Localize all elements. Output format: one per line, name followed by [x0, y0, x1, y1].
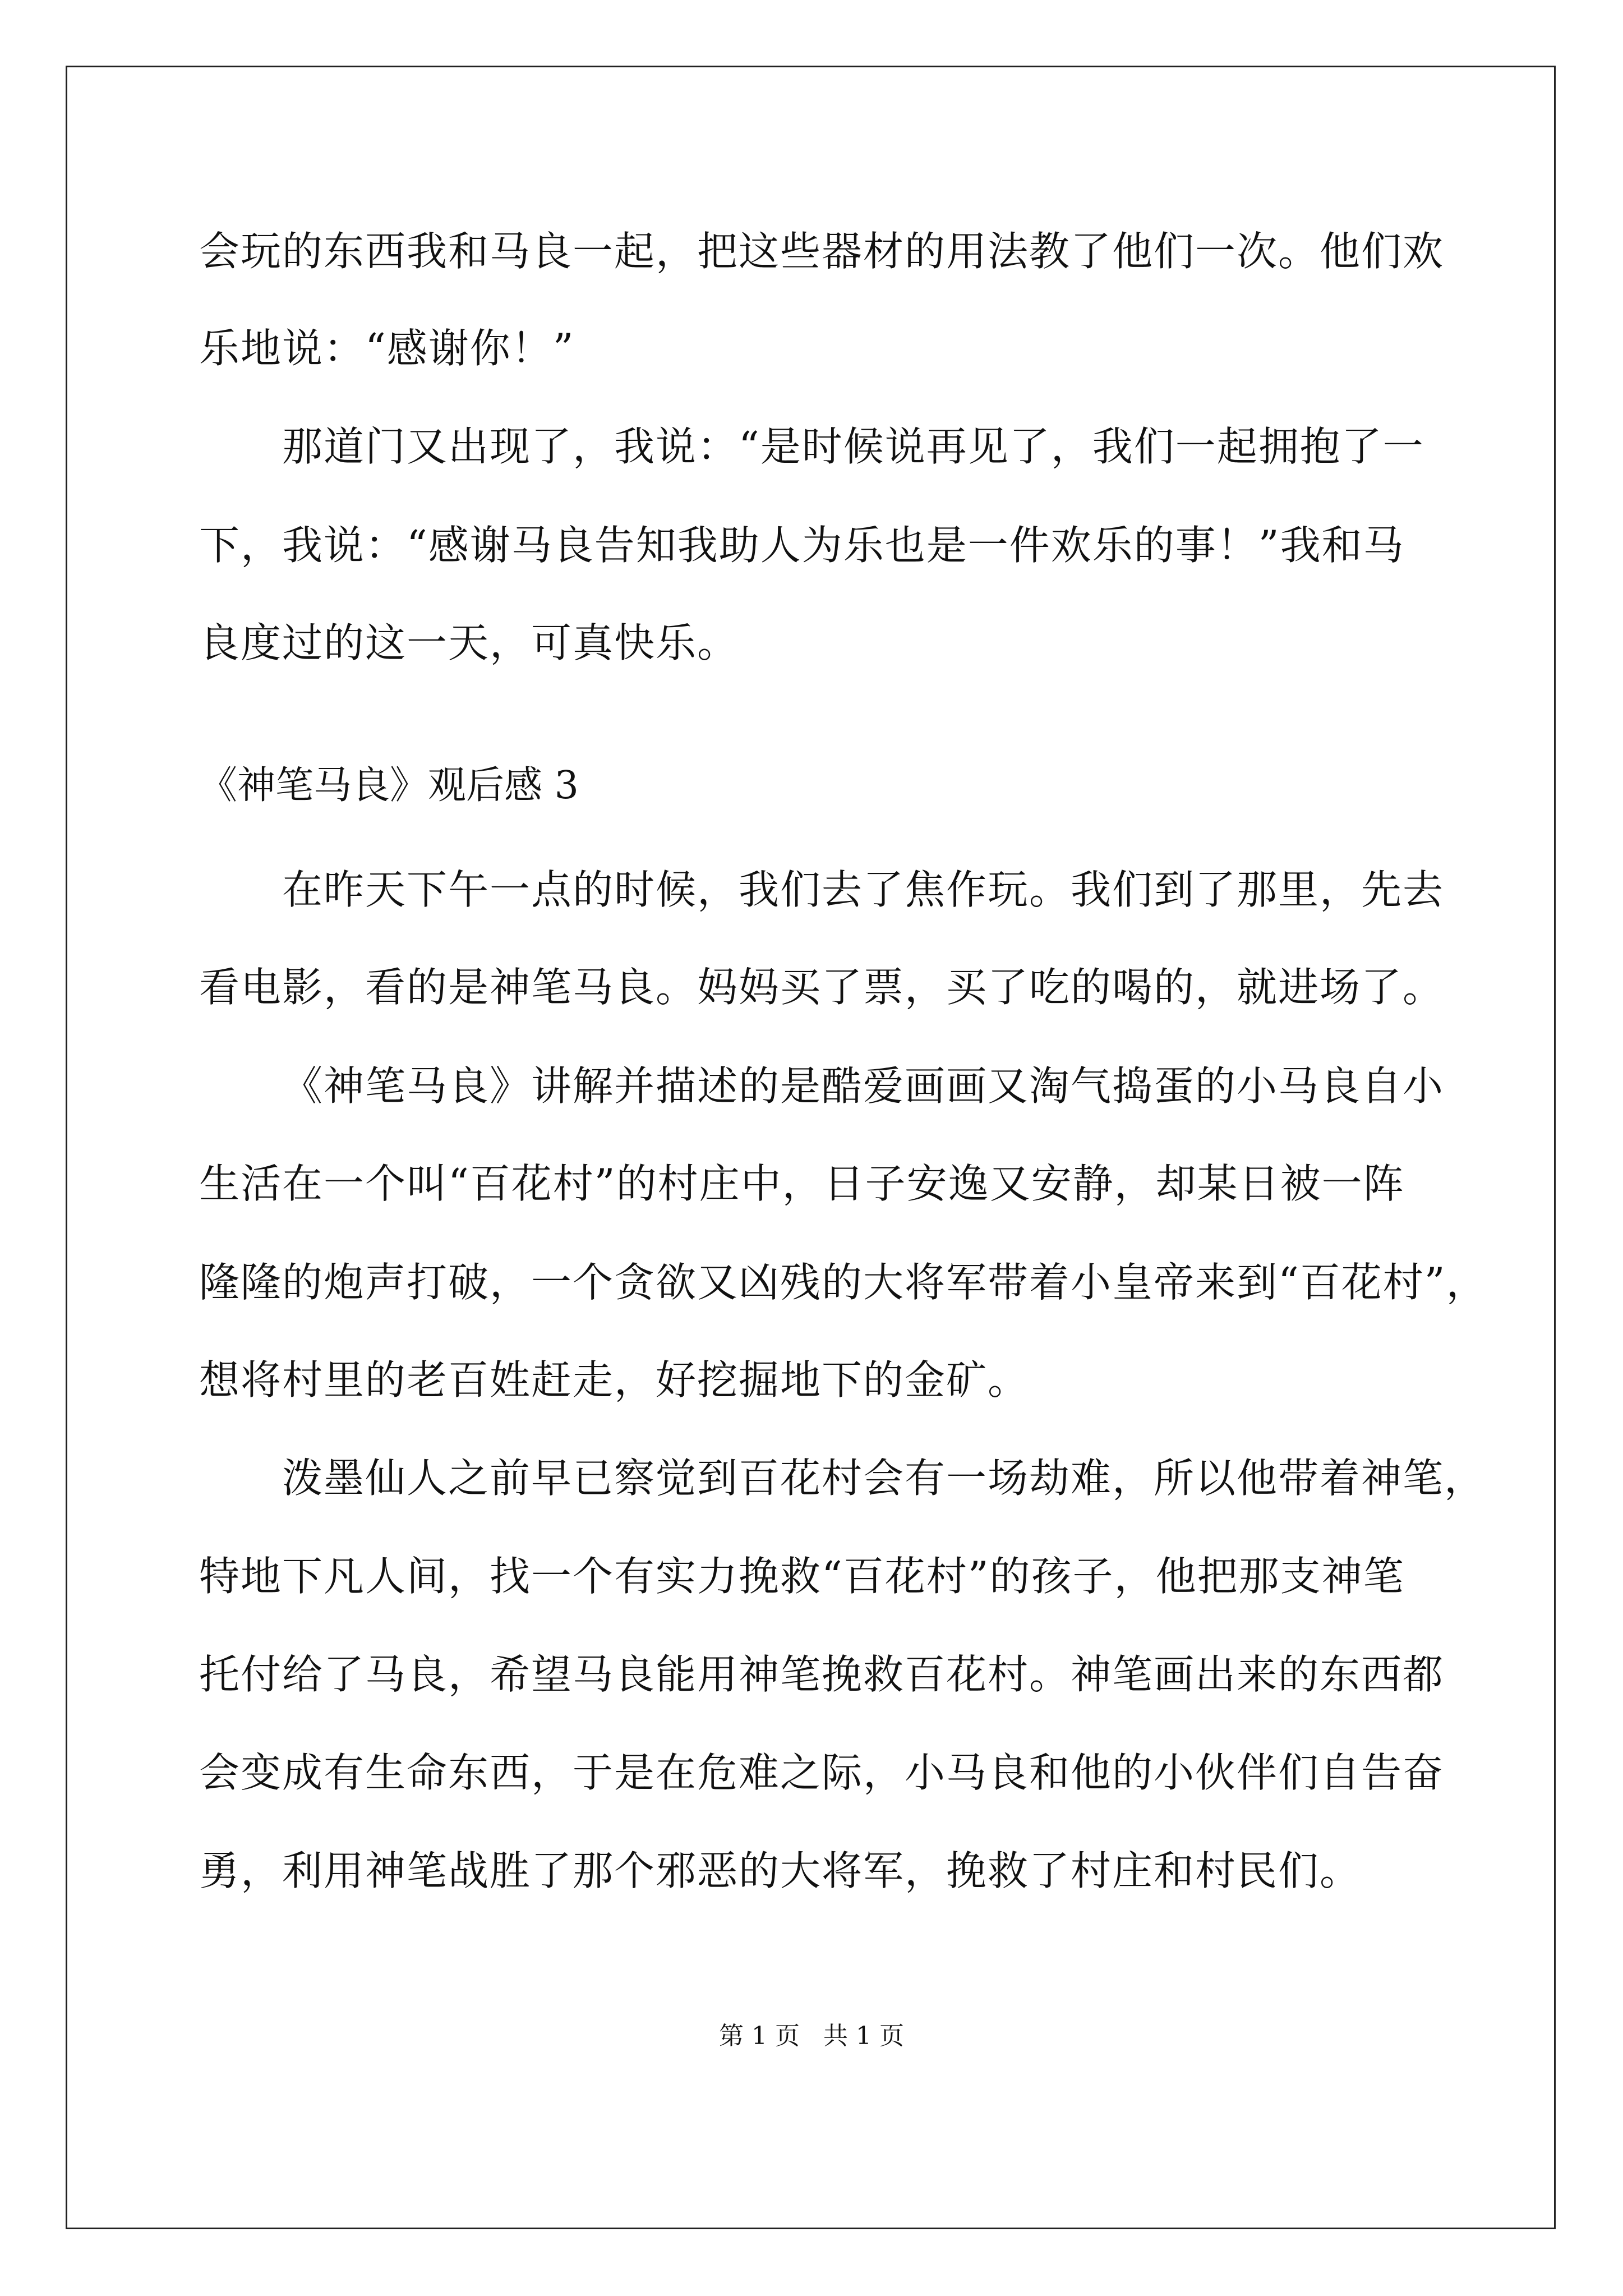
body-line-11: 隆隆的炮声打破，一个贪欲又凶残的大将军带着小皇帝来到“百花村”， — [199, 1259, 1488, 1306]
body-line-17: 勇，利用神笔战胜了那个邪恶的大将军，挽救了村庄和村民们。 — [199, 1847, 1362, 1894]
body-line-10: 生活在一个叫“百花村”的村庄中，日子安逸又安静，却某日被一阵 — [199, 1160, 1405, 1207]
body-line-4: 下，我说：“感谢马良告知我助人为乐也是一件欢乐的事！”我和马 — [199, 522, 1405, 569]
page-footer: 第 1 页 共 1 页 — [719, 2022, 904, 2050]
body-line-2: 乐地说：“感谢你！” — [199, 325, 575, 372]
page-border — [66, 66, 1556, 2229]
body-line-5: 良度过的这一天，可真快乐。 — [199, 619, 739, 666]
body-line-7: 在昨天下午一点的时候，我们去了焦作玩。我们到了那里，先去 — [282, 866, 1445, 913]
body-line-15: 托付给了马良，希望马良能用神笔挽救百花村。神笔画出来的东西都 — [199, 1651, 1445, 1698]
body-line-8: 看电影，看的是神笔马良。妈妈买了票，买了吃的喝的，就进场了。 — [199, 964, 1445, 1011]
body-line-12: 想将村里的老百姓赶走，好挖掘地下的金矿。 — [199, 1356, 1030, 1404]
body-line-1: 会玩的东西我和马良一起，把这些器材的用法教了他们一次。他们欢 — [199, 228, 1445, 275]
body-line-13: 泼墨仙人之前早已察觉到百花村会有一场劫难，所以他带着神笔， — [282, 1455, 1486, 1502]
body-line-14: 特地下凡人间，找一个有实力挽救“百花村”的孩子，他把那支神笔 — [199, 1553, 1405, 1600]
body-line-16: 会变成有生命东西，于是在危难之际，小马良和他的小伙伴们自告奋 — [199, 1749, 1445, 1796]
section-heading: 《神笔马良》观后感 3 — [199, 763, 579, 808]
body-line-3: 那道门又出现了，我说：“是时候说再见了，我们一起拥抱了一 — [282, 423, 1424, 470]
body-line-9: 《神笔马良》讲解并描述的是酷爱画画又淘气捣蛋的小马良自小 — [282, 1062, 1445, 1110]
